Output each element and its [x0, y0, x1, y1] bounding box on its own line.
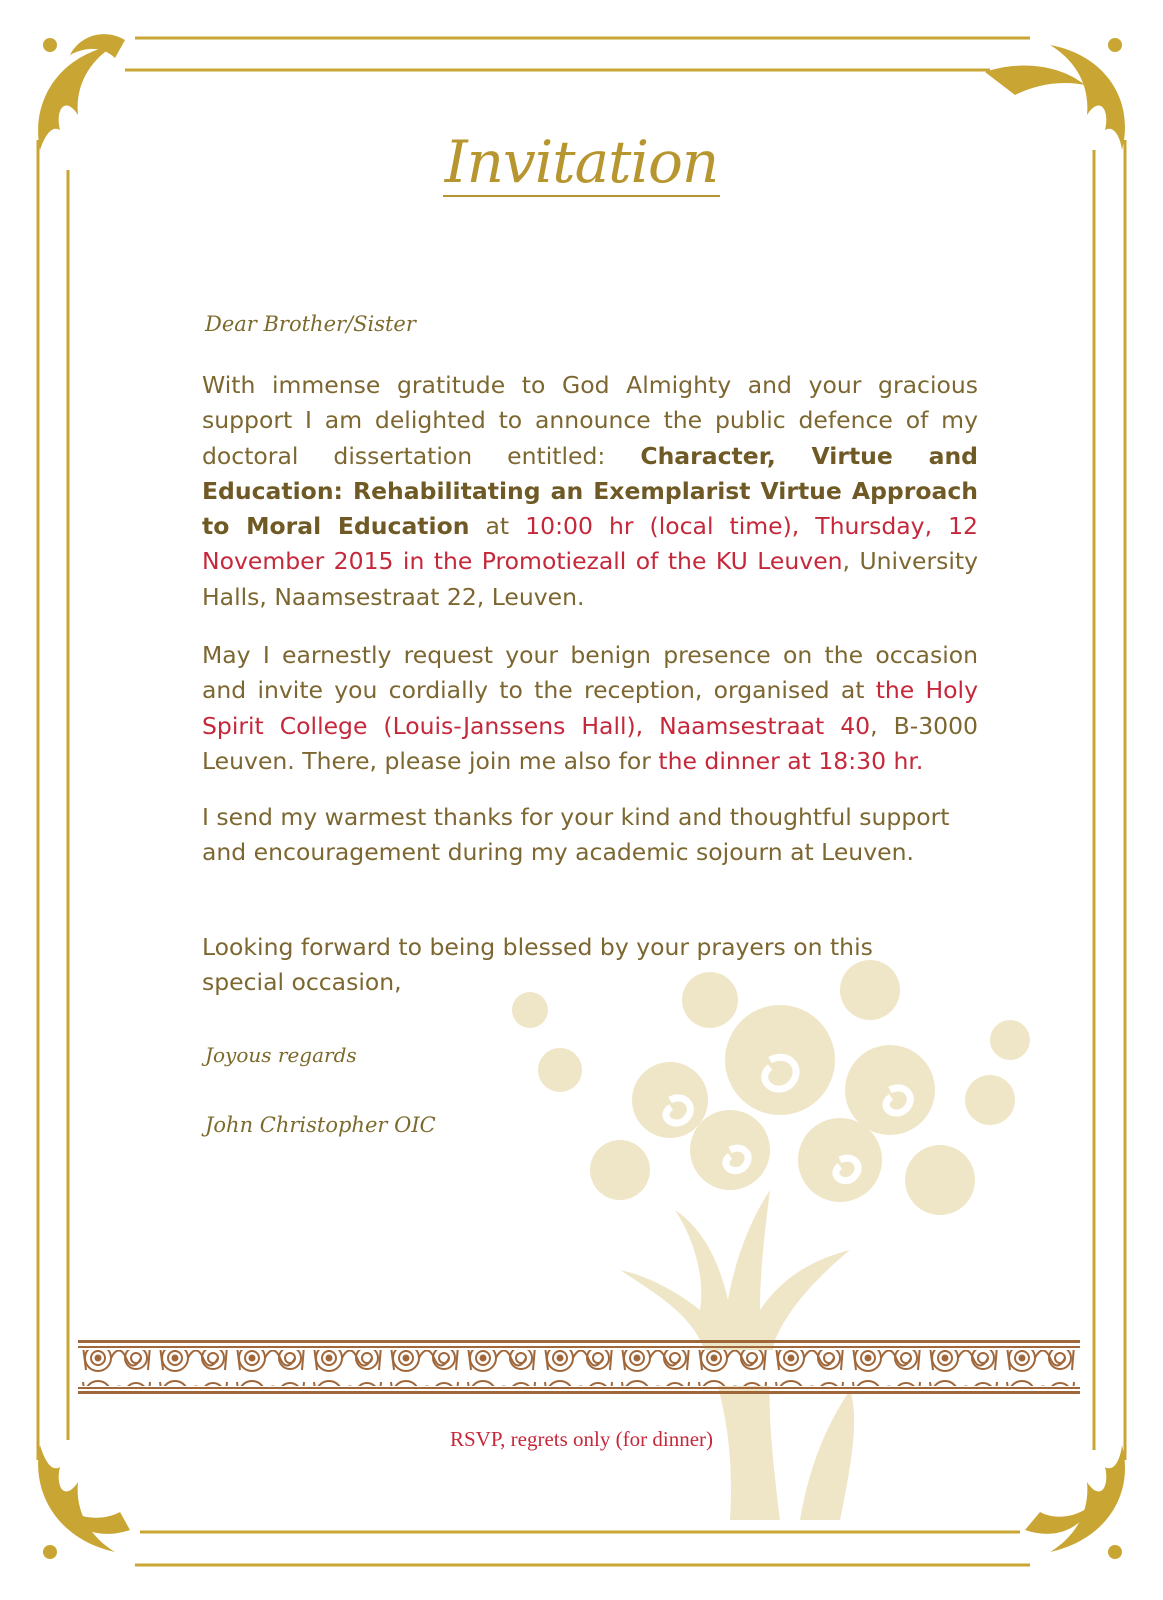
rsvp-note: RSVP, regrets only (for dinner) — [449, 1427, 714, 1451]
dissertation-title: Character, Virtue and Education: Rehabilitating an Exemplarist Virtue Approach to Moral Education — [202, 441, 978, 541]
paragraph-announcement — [202, 368, 978, 615]
decorative-border-band-icon — [78, 1340, 1080, 1394]
dinner-time: the dinner at 18:30 hr. — [658, 746, 924, 775]
signature: John Christopher OIC — [205, 1113, 436, 1137]
reception-postcode: , B-3000 Leuven. There, please join me also for — [202, 711, 979, 775]
paragraph-reception — [202, 638, 978, 779]
defence-datetime-place: 10:00 hr (local time), Thursday, 12 November 2015 in the Promotiezall of the KU Leuven — [202, 512, 978, 576]
announcement-at: at — [469, 512, 526, 541]
salutation: Dear Brother/Sister — [205, 312, 416, 336]
corner-ornament-icon — [38, 34, 1125, 1559]
reception-intro: May I earnestly request your benign presence on the occasion and invite you cordially to the reception, organised at — [202, 641, 978, 705]
reception-venue: the Holy Spirit College (Louis-Janssens Hall), Naamsestraat 40 — [202, 676, 978, 740]
paragraph-prayers: Looking forward to being blessed by your prayers on this special occasion, — [202, 933, 873, 997]
announcement-intro: With immense gratitude to God Almighty and your gracious support I am delighted to announce the public defence of my doctoral dissertation entitled: — [202, 371, 978, 470]
paragraph-thanks: I send my warmest thanks for your kind and thoughtful support and encouragement during my academic sojourn at Leuven. — [202, 803, 950, 867]
defence-address: , University Halls, Naamsestraat 22, Leuven. — [202, 547, 978, 611]
page-title: Invitation — [444, 128, 719, 196]
closing: Joyous regards — [205, 1043, 357, 1067]
